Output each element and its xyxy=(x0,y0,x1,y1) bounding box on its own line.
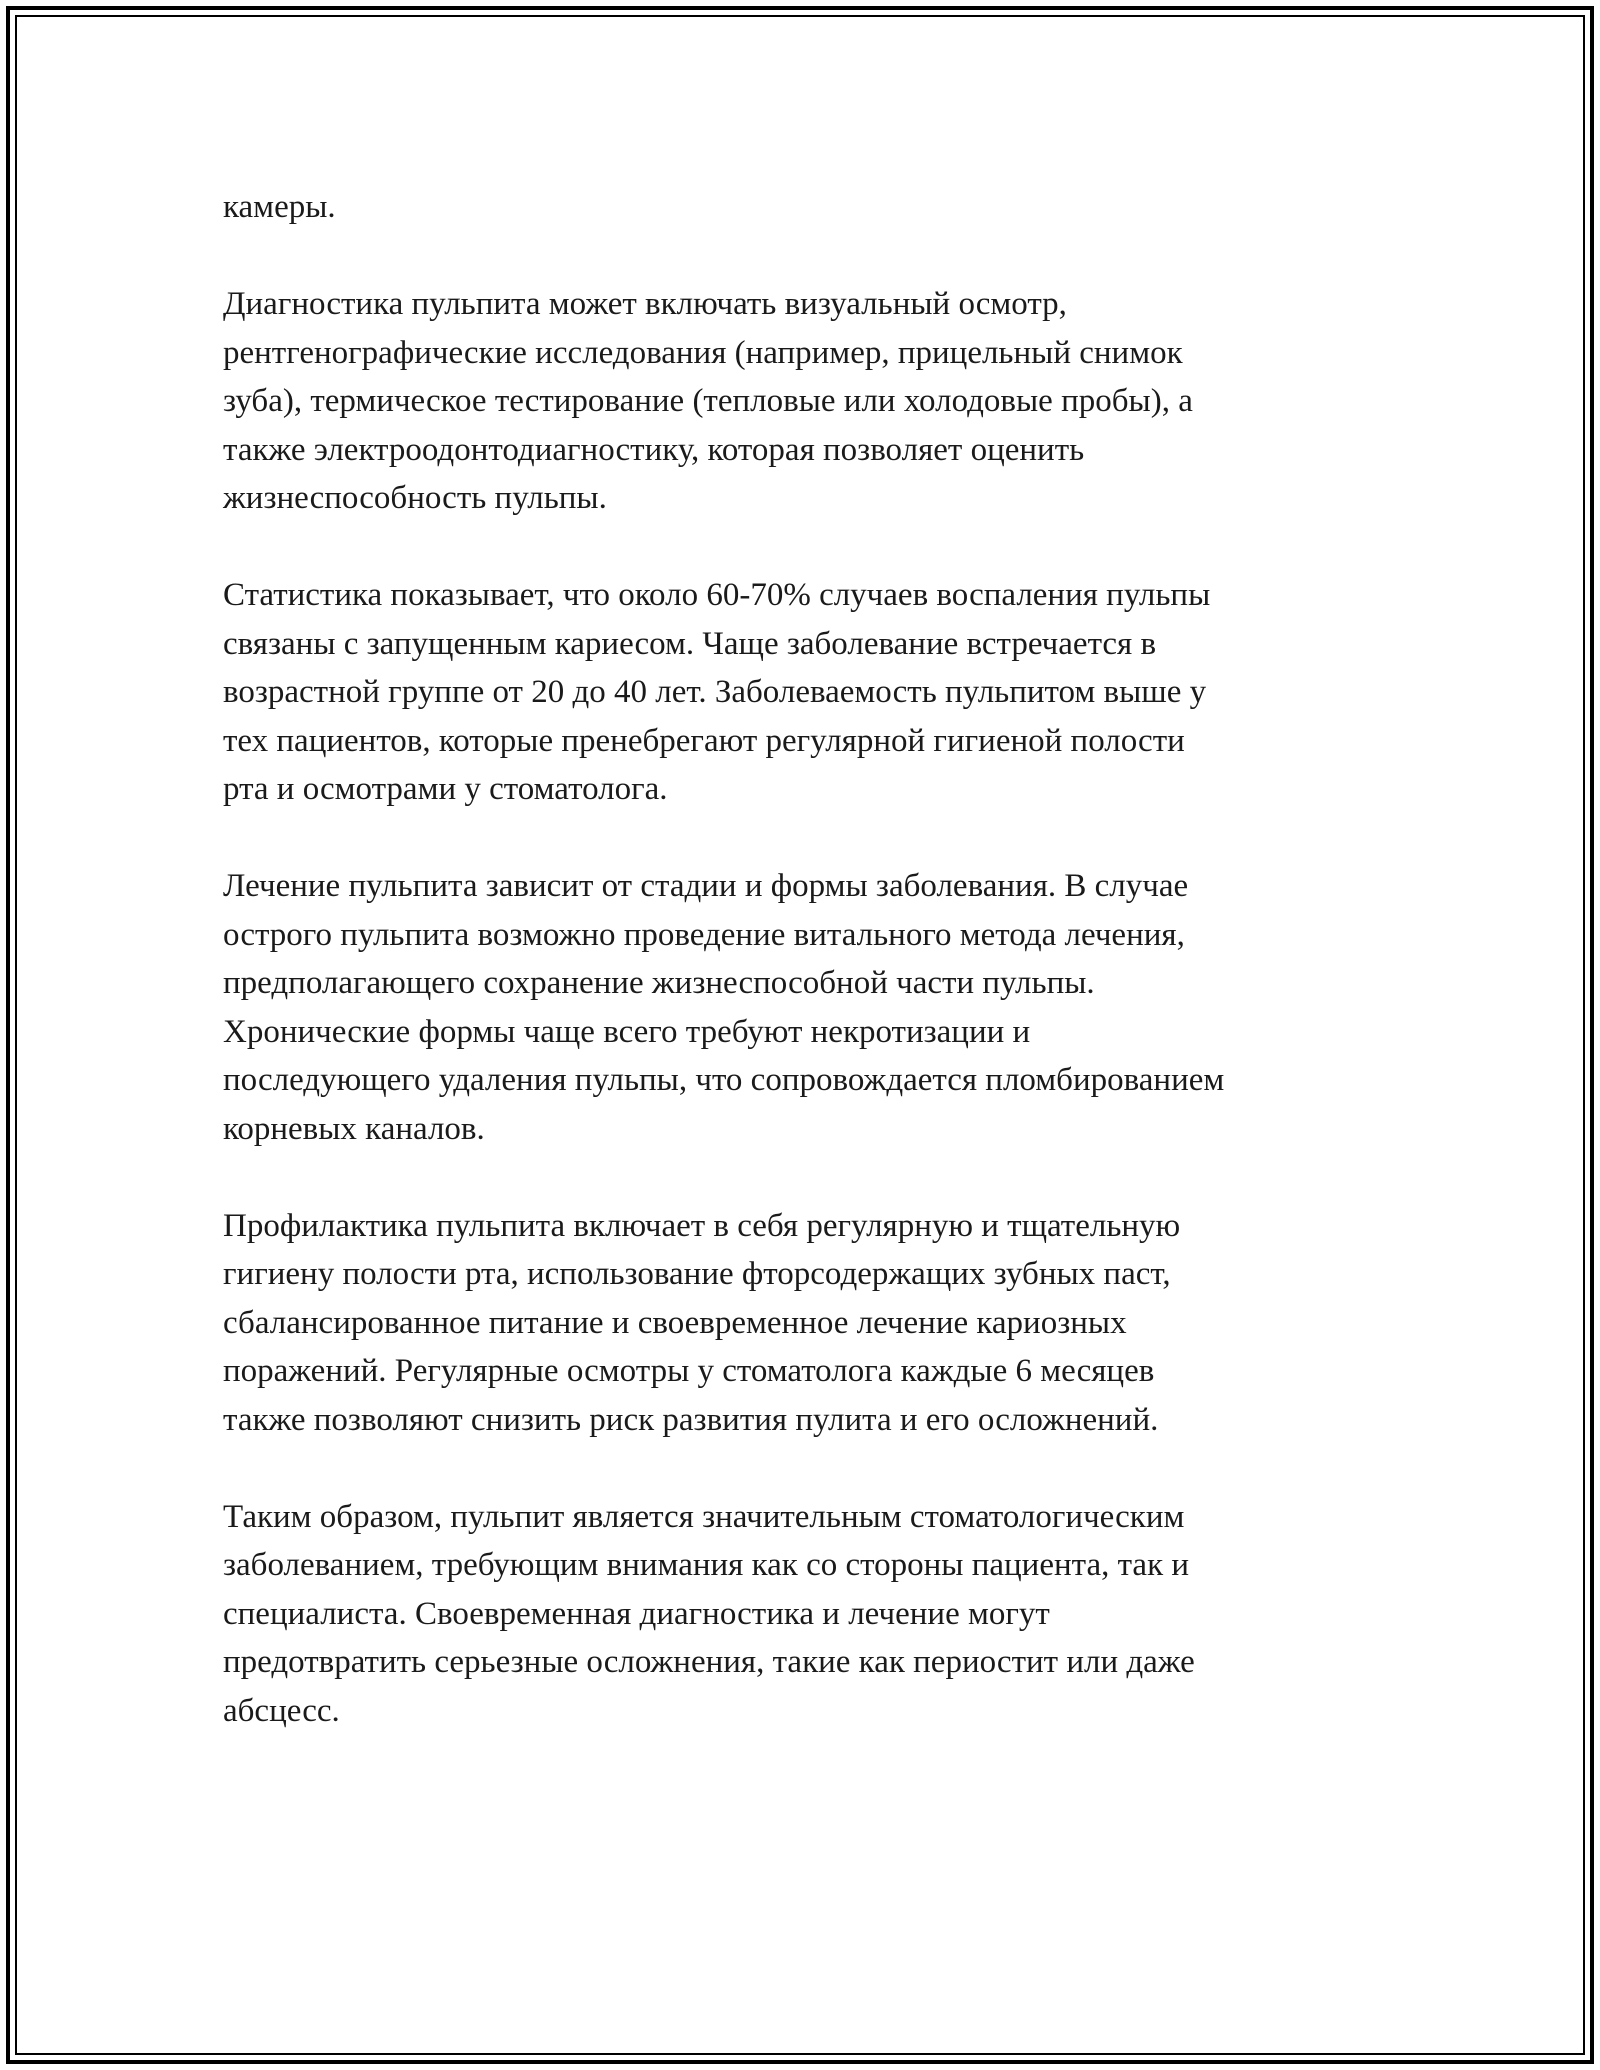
paragraph-prevention: Профилактика пульпита включает в себя регулярную и тщательную гигиену полости рта, использование фторсодержащих зубных паст, сбалансированное питание и своевременное лечение кариозных поражений. Регулярные осмотры у стоматолога каждые 6 месяцев также позволяют снизить риск развития пулита и его осложнений. xyxy=(223,1207,1181,1438)
paragraph-treatment: Лечение пульпита зависит от стадии и формы заболевания. В случае острого пульпита возможно проведение витального метода лечения, предполагающего сохранение жизнеспособной части пульпы. Хронические формы чаще всего требуют некротизации и последующего удаления пульпы, что сопровождается пломбированием корневых каналов. xyxy=(223,868,1225,1147)
document-body xyxy=(223,183,1363,1784)
paragraph-conclusion: Таким образом, пульпит является значительным стоматологическим заболеванием, требующим внимания как со стороны пациента, так и специалиста. Своевременная диагностика и лечение могут предотвратить серьезные осложнения, такие как периостит или даже абсцесс. xyxy=(223,1498,1195,1729)
paragraph-diagnostics: Диагностика пульпита может включать визуальный осмотр, рентгенографические исследования (например, прицельный снимок зуба), термическое тестирование (тепловые или холодовые пробы), а также электроодонтодиагностику, которая позволяет оценить жизнеспособность пульпы. xyxy=(223,286,1193,516)
paragraph-continuation: камеры. xyxy=(223,189,336,225)
paragraph-statistics: Статистика показывает, что около 60-70% случаев воспаления пульпы связаны с запущенным кариесом. Чаще заболевание встречается в возрастной группе от 20 до 40 лет. Заболеваемость пульпитом выше у тех пациентов, которые пренебрегают регулярной гигиеной полости рта и осмотрами у стоматолога. xyxy=(223,577,1211,807)
